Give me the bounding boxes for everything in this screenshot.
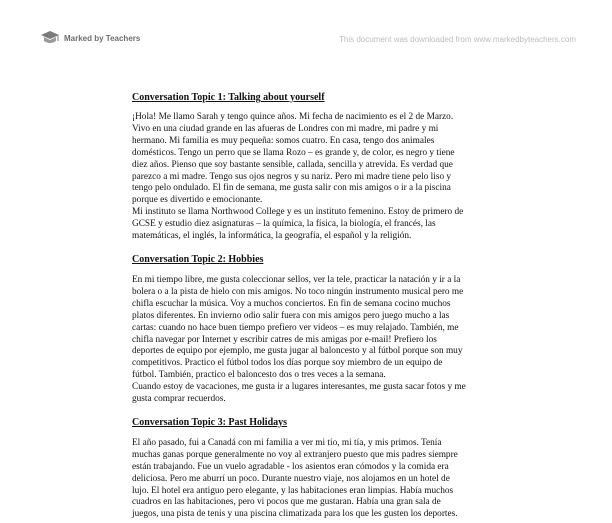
text-line: ¡Hola! Me llamo Sarah y tengo quince años. Mi fecha de nacimiento es el 2 de Marzo. bbox=[132, 112, 454, 122]
text-line: domésticos. Tengo un perro que se llama Rozo – es grande y, de color, es negro y tiene bbox=[132, 147, 455, 158]
text-line: tengo pelo ondulado. El fin de semana, me gusta salir con mis amigos o ir a la piscina bbox=[132, 183, 451, 194]
section-paragraph bbox=[132, 438, 582, 521]
text-line: fútbol. También, practico el baloncesto dos o tres veces a la semana. bbox=[132, 370, 386, 381]
document-body bbox=[132, 92, 582, 521]
text-line: chifla navegar por Internet y escribir catres de mis amigas por e-mail! Prefiero los bbox=[132, 334, 437, 345]
text-line: diez años. Pienso que soy bastante sensible, callada, sencilla y atrevida. Es verdad que bbox=[132, 159, 453, 170]
text-line: hermano. Mi familia es muy pequeña: somos cuatro. En casa, tengo dos animales bbox=[132, 135, 435, 146]
text-line: El año pasado, fui a Canadá con mi familia a ver mi tío, mi tía, y mis primos. Tenía bbox=[132, 437, 442, 448]
text-line: gusta comprar recuerdos. bbox=[132, 394, 226, 405]
text-line: cartas: cuando no hace buen tiempo prefiero ver videos – es muy relajado. También, me bbox=[132, 322, 459, 333]
text-line: porque es divertido e emocionante. bbox=[132, 195, 263, 206]
topic-section bbox=[132, 417, 582, 521]
section-heading: Conversation Topic 1: Talking about yourself bbox=[132, 92, 325, 103]
text-line: chifla escuchar la música. Voy a muchos conciertos. En fin de semana cocino muchos bbox=[132, 298, 451, 309]
text-line: deportes de equipo por ejemplo, me gusta jugar al baloncesto y al fútbol porque son muy bbox=[132, 346, 463, 357]
logo-text: Marked by Teachers bbox=[64, 33, 141, 43]
page-header bbox=[0, 0, 612, 60]
text-line: bolera o a la pista de hielo con mis amigos. No toco ningún instrumento musical pero me bbox=[132, 286, 464, 297]
topic-section bbox=[132, 254, 582, 406]
text-line: Vivo en una ciudad grande en las afueras de Londres con mi madre, mi padre y mi bbox=[132, 123, 439, 134]
text-line: GCSE y estudio diez asignaturas – la química, la física, la biología, el francés, las bbox=[132, 219, 436, 230]
text-line: lujo. El hotel era antiguo pero elegante, y las habitaciones eran limpias. Había muchos bbox=[132, 485, 454, 496]
text-line: En mi tiempo libre, me gusta coleccionar sellos, ver la tele, practicar la natación y ir a la bbox=[132, 274, 461, 285]
topic-section bbox=[132, 92, 582, 243]
mortarboard-icon bbox=[40, 31, 60, 45]
text-line: parezco a mi madre. Tengo sus ojos negros y su nariz. Pero mi madre tiene pelo liso y bbox=[132, 171, 452, 182]
text-line: están trabajando. Fue un vuelo agradable - los asientos eran cómodos y la comida era bbox=[132, 461, 449, 472]
download-notice: This document was downloaded from www.markedbyteachers.com bbox=[339, 35, 576, 44]
text-line: muchas ganas porque generalmente no voy al extranjero puesto que mis padres siempre bbox=[132, 449, 458, 460]
text-line: matemáticas, el inglés, la informática, la geografía, el español y la religión. bbox=[132, 231, 412, 242]
text-line: juegos, una pista de tenis y una piscina climatizada para los que les gusten los deportes. bbox=[132, 509, 458, 520]
section-paragraph bbox=[132, 112, 582, 243]
text-line: Cuando estoy de vacaciones, me gusta ir a lugares interesantes, me gusta sacar fotos y me bbox=[132, 382, 466, 393]
section-heading: Conversation Topic 3: Past Holidays bbox=[132, 416, 288, 428]
section-paragraph bbox=[132, 275, 582, 406]
text-line: competitivos. Practico el fútbol todos los días porque soy miembro de un equipo de bbox=[132, 358, 443, 369]
text-line: Mi instituto se llama Northwood College y es un instituto femenino. Estoy de primero de bbox=[132, 207, 464, 218]
text-line: deliciosa. Pero me aburrí un poco. Durante nuestro viaje, nos alojamos en un hotel de bbox=[132, 473, 450, 484]
text-line: cuadros en las habitaciones, pero vi pocos que me gustaran. Había una gran sala de bbox=[132, 497, 441, 508]
text-line: platos diferentes. En invierno odio salir fuera con mis amigos pero juego mucho a las bbox=[132, 310, 450, 321]
section-heading: Conversation Topic 2: Hobbies bbox=[132, 253, 264, 265]
logo[interactable] bbox=[40, 31, 140, 45]
